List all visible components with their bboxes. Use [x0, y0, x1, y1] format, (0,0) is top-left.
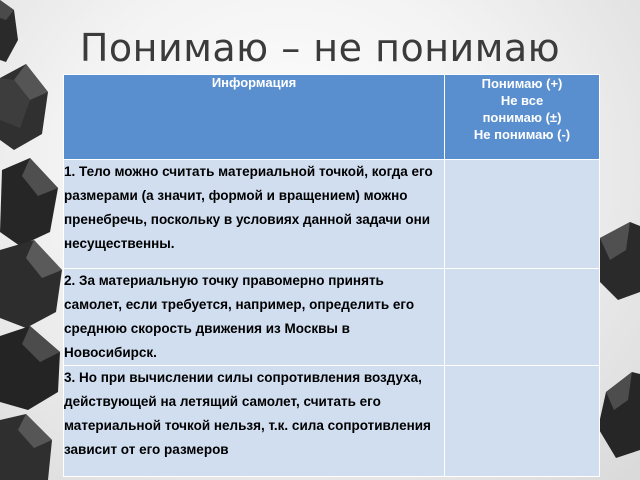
header-options — [445, 75, 600, 160]
polyhedron-shape — [598, 222, 640, 300]
statement-cell: 1. Тело можно считать материальной точкой, когда его размерами (а значит, формой и вращением) можно пренебречь, поскольку в условиях данной задачи они несущественны. — [64, 160, 445, 269]
option-not-all-line2: понимаю (±) — [482, 110, 562, 125]
table-row — [64, 160, 600, 269]
polyhedron-shape — [0, 414, 52, 480]
option-understand: Понимаю (+) — [481, 76, 563, 91]
polyhedron-shape — [0, 64, 48, 150]
statement-cell: 2. За материальную точку правомерно принять самолет, если требуется, например, определить его среднюю скорость движения из Москвы в Новосибирск. — [64, 269, 445, 366]
polyhedron-shape — [0, 326, 60, 410]
statement-cell: 3. Но при вычислении силы сопротивления воздуха, действующей на летящий самолет, считать его материальной точкой нельзя, т.к. сила сопротивления зависит от его размеров — [64, 366, 445, 477]
table-row — [64, 269, 600, 366]
answer-cell[interactable] — [445, 160, 600, 269]
polyhedron-shape — [598, 372, 640, 458]
answer-cell[interactable] — [445, 269, 600, 366]
slide-title: Понимаю – не понимаю — [79, 26, 561, 70]
table-header-row — [64, 75, 600, 160]
understanding-table — [63, 74, 600, 477]
option-not-all-line1: Не все — [500, 93, 544, 108]
answer-cell[interactable] — [445, 366, 600, 477]
polyhedron-shape — [0, 240, 62, 328]
option-not-understand: Не понимаю (-) — [473, 127, 571, 142]
header-info: Информация — [64, 75, 445, 160]
table-row — [64, 366, 600, 477]
polyhedron-shape — [0, 158, 58, 246]
